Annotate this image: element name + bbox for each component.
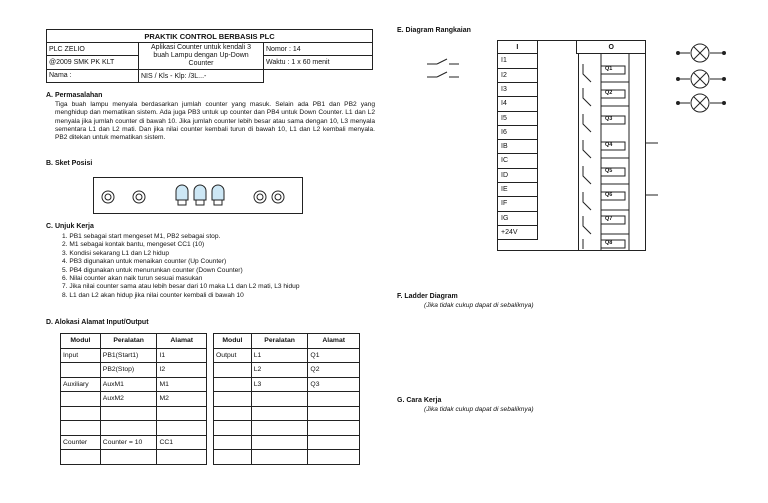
section-g-note: (Jika tidak cukup dapat di sebaliknya): [424, 406, 534, 413]
table-row: [61, 406, 207, 421]
output-terminal: Q4: [605, 142, 613, 149]
output-terminal: Q6: [605, 192, 613, 199]
nomor-field: Nomor : 14: [264, 43, 373, 56]
table-row: Counter Counter = 10 CC1: [61, 435, 207, 450]
nama-field: Nama :: [47, 69, 139, 83]
input-header: I: [498, 41, 538, 54]
plc-label: PLC ZELIO: [47, 43, 139, 56]
task-item: 2. M1 sebagai kontak bantu, mengeset CC1 (10): [62, 241, 205, 249]
output-header: O: [577, 41, 646, 54]
col-modul: Modul: [61, 334, 101, 349]
section-c-title: C. Unjuk Kerja: [46, 223, 94, 230]
input-terminal: I3: [498, 83, 537, 97]
lamp-icon: [677, 94, 726, 112]
switch-icon: [427, 72, 459, 77]
output-terminal: Q3: [605, 116, 613, 123]
task-item: 6. Nilai counter akan naik turun sesuai masukan: [62, 275, 203, 283]
section-g-title: G. Cara Kerja: [397, 397, 442, 404]
output-wiring: [646, 40, 666, 240]
section-d-title: D. Alokasi Alamat Input/Output: [46, 319, 149, 326]
table-row: [214, 406, 360, 421]
pushbutton-icon: [102, 191, 114, 203]
col-peralatan: Peralatan: [251, 334, 308, 349]
task-item: 7. Jika nilai counter sama atau lebih besar dari 10 maka L1 dan L2 mati, L3 hidup: [62, 283, 300, 291]
nis-field: NIS / Kls - Klp: /3L...-: [139, 70, 264, 83]
table-row: [61, 421, 207, 436]
position-sketch: [93, 177, 303, 214]
input-terminal: IE: [498, 183, 537, 197]
table-row: Output L1 Q1: [214, 348, 360, 363]
section-a-title: A. Permasalahan: [46, 92, 103, 99]
task-item: 5. PB4 digunakan untuk menurunkan counter (Down Counter): [62, 266, 243, 274]
output-terminal: Q7: [605, 216, 613, 223]
doc-title: PRAKTIK CONTROL BERBASIS PLC: [47, 30, 373, 43]
col-alamat: Alamat: [157, 334, 207, 349]
input-terminal: I5: [498, 112, 537, 126]
task-item: 4. PB3 digunakan untuk menaikan counter (Up Counter): [62, 258, 227, 266]
switch-symbols: [425, 55, 465, 85]
section-f-title: F. Ladder Diagram: [397, 293, 458, 300]
lamp-icon: [194, 185, 206, 205]
table-row: [61, 450, 207, 465]
task-item: 1. PB1 sebagai start mengeset M1, PB2 sebagai stop.: [62, 233, 221, 240]
section-a-text: Tiga buah lampu menyala berdasarkan jumlah counter yang masuk. Selain ada PB1 dan PB2 yang menghidup dan mematikan sistem. Ada juga PB3 untuk up counter dan PB4 untuk Down Counter. L1 dan L2 menyala jika jumlah counter di bawah 10. Jika jumlah counter lebih besar atau sama dengan 10, L3 menyala sementara L1 dan L2 mati. Dan jika nilai counter kembali turun di bawah 10, L1 dan L2 kembali menyala. PB2 ditekan untuk mematikan sistem.: [55, 101, 375, 142]
task-item: 3. Kondisi sekarang L1 dan L2 hidup: [62, 249, 170, 257]
waktu-field: Waktu : 1 x 60 menit: [264, 56, 373, 70]
task-description: Aplikasi Counter untuk kendali 3 buah Lampu dengan Up-Down Counter: [139, 43, 264, 70]
lamp-icon: [212, 185, 224, 205]
table-row: AuxM2 M2: [61, 392, 207, 407]
output-terminal: Q8: [605, 240, 613, 247]
table-row: L3 Q3: [214, 377, 360, 392]
input-terminal: IF: [498, 197, 537, 211]
output-terminal: Q1: [605, 66, 613, 73]
output-terminal: Q5: [605, 168, 613, 175]
table-row: Input PB1(Start1) I1: [61, 348, 207, 363]
pushbutton-icon: [272, 191, 284, 203]
lamp-icon: [677, 44, 726, 62]
table-row: Auxiliary AuxM1 M1: [61, 377, 207, 392]
output-terminal: Q2: [605, 90, 613, 97]
col-alamat: Alamat: [308, 334, 360, 349]
lamp-symbols: [676, 41, 736, 113]
header-block: [46, 29, 373, 83]
output-column: [578, 54, 647, 251]
io-table: [497, 40, 646, 251]
col-modul: Modul: [214, 334, 252, 349]
section-b-title: B. Sket Posisi: [46, 160, 93, 167]
pushbutton-icon: [133, 191, 145, 203]
table-row: [214, 435, 360, 450]
section-f-note: (Jika tidak cukup dapat di sebaliknya): [424, 302, 534, 309]
task-item: 8. L1 dan L2 akan hidup jika nilai counter kembali di bawah 10: [62, 291, 244, 299]
lamp-icon: [677, 70, 726, 88]
input-terminal: +24V: [498, 226, 537, 240]
input-terminal: ID: [498, 169, 537, 183]
alloc-table-right: [213, 333, 360, 465]
table-row: [214, 392, 360, 407]
table-row: [214, 421, 360, 436]
input-terminal: IC: [498, 154, 537, 168]
table-row: PB2(Stop) I2: [61, 363, 207, 378]
lamp-icon: [176, 185, 188, 205]
input-terminal: I1: [498, 54, 537, 68]
output-relays: [579, 54, 648, 251]
table-row: L2 Q2: [214, 363, 360, 378]
table-row: [214, 450, 360, 465]
sketch-drawing: [94, 178, 302, 213]
input-terminal: I6: [498, 126, 537, 140]
input-terminal: I2: [498, 69, 537, 83]
pushbutton-icon: [254, 191, 266, 203]
col-peralatan: Peralatan: [100, 334, 157, 349]
section-e-title: E. Diagram Rangkaian: [397, 27, 471, 34]
input-terminal: IB: [498, 140, 537, 154]
switch-icon: [427, 59, 459, 64]
io-body: [497, 54, 646, 251]
input-terminal: IG: [498, 212, 537, 226]
copyright-label: @2009 SMK PK KLT: [47, 56, 139, 70]
alloc-table-left: [60, 333, 207, 465]
task-list: [62, 233, 382, 300]
input-column: [498, 54, 538, 240]
input-terminal: I4: [498, 97, 537, 111]
